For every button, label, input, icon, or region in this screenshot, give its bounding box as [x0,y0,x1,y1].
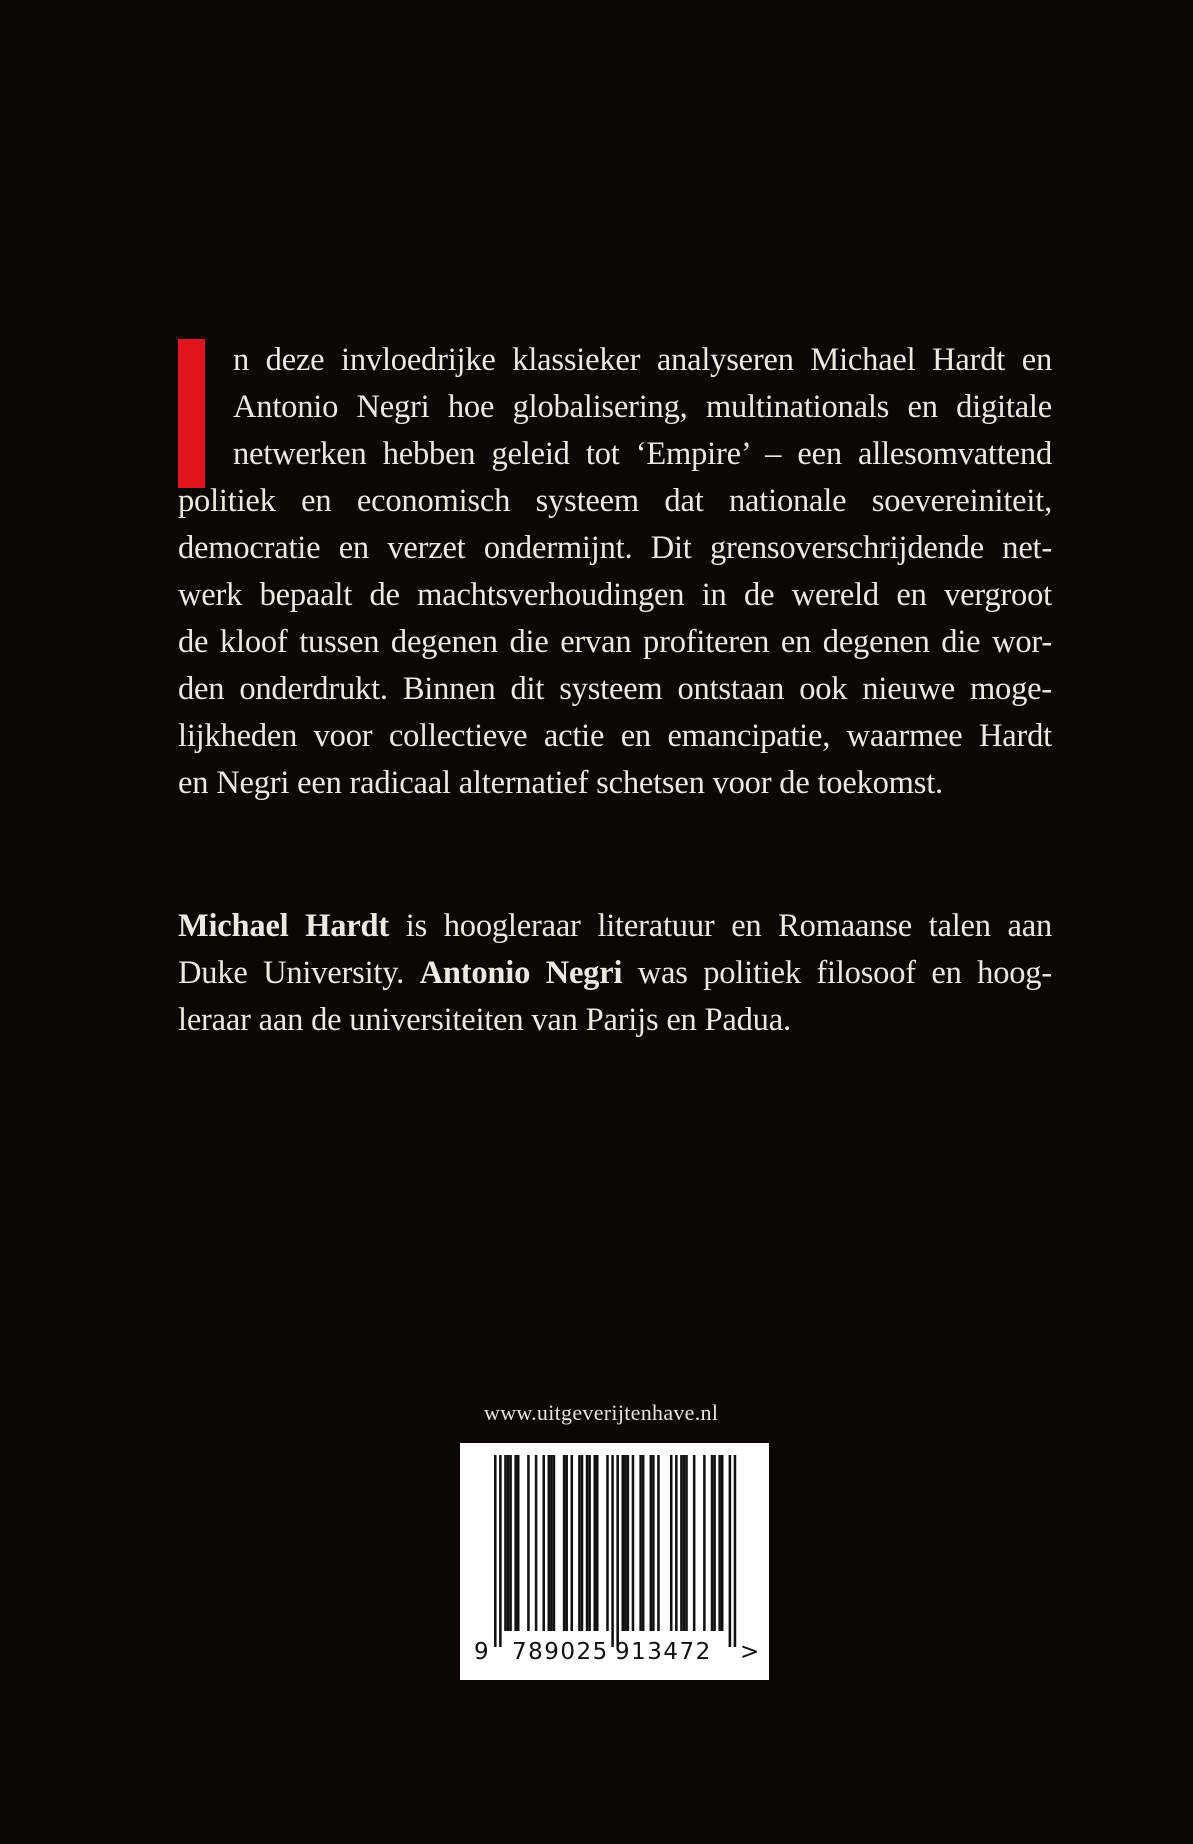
author-bio [178,903,1052,1044]
bio-line [178,950,1052,997]
bio-line: leraar aan de universiteiten van Parijs en Padua. [178,1002,791,1038]
bio-text: is hoogleraar literatuur en Romaanse talen aan [389,908,1052,944]
barcode-bar [685,1455,688,1631]
barcode-bar [509,1455,512,1631]
barcode-bar [718,1455,721,1631]
barcode-bar [652,1455,655,1631]
barcode-bar [693,1455,696,1631]
barcode-bar [624,1455,627,1631]
blurb-line: Antonio Negri hoe globalisering, multinationals en digitale [233,389,1052,425]
barcode-bar [680,1455,683,1631]
barcode-bar [588,1455,591,1631]
barcode-bar [611,1455,614,1647]
barcode-bar [675,1455,678,1631]
blurb-line: werk bepaalt de machtsverhoudingen in de wereld en vergroot [178,577,1052,613]
barcode-bar [729,1455,732,1647]
barcode-bar [627,1455,630,1631]
publisher-url[interactable]: www.uitgeverijtenhave.nl [484,1400,719,1425]
barcode-bar [571,1455,574,1631]
blurb-line: de kloof tussen degenen die ervan profiteren en degenen die wor- [178,624,1052,660]
barcode-bar [499,1455,502,1647]
barcode-bar [535,1455,538,1631]
bio-line [178,903,1052,950]
barcode-end-marker: > [740,1639,760,1665]
barcode-bar [639,1455,642,1631]
barcode-bar [514,1455,517,1631]
barcode-bar [670,1455,673,1631]
barcode-bar [507,1455,510,1631]
barcode-bar [504,1455,507,1631]
barcode-bar [703,1455,706,1631]
barcode-bar [517,1455,520,1631]
barcode-bar [650,1455,653,1631]
blurb-line: den onderdrukt. Binnen dit systeem ontstaan ook nieuwe moge- [178,671,1052,707]
barcode-bar [632,1455,635,1631]
barcode-bar [642,1455,645,1631]
blurb-line: en Negri een radicaal alternatief schetsen voor de toekomst. [178,765,943,801]
barcode-bar [711,1455,714,1631]
barcode-bar [550,1455,553,1631]
barcode-bar [494,1455,497,1647]
barcode-bar [593,1455,596,1631]
barcode-bar [657,1455,660,1631]
barcode-bar [586,1455,589,1631]
barcode-bar [581,1455,584,1631]
barcode-bar [563,1455,566,1631]
barcode-bar [721,1455,724,1631]
barcode-digit-group: 913472 [615,1639,712,1665]
barcode-bar [565,1455,568,1631]
barcode-bar [596,1455,599,1631]
barcode-bar [527,1455,530,1631]
bio-text: was politiek filosoof en hoog- [622,955,1052,991]
barcode-bar [622,1455,625,1631]
blurb-paragraph [178,337,1052,807]
barcode-bar [606,1455,609,1631]
blurb-line: democratie en verzet ondermijnt. Dit grensoverschrijdende net- [178,530,1052,566]
barcode-bar [578,1455,581,1631]
barcode-bar [734,1455,737,1647]
barcode-bar [548,1455,551,1631]
blurb-line: politiek en economisch systeem dat nationale soevereiniteit, [178,483,1052,519]
barcode-bar [542,1455,545,1631]
isbn-barcode [460,1443,769,1680]
barcode-bar [713,1455,716,1631]
author-name-negri: Antonio Negri [419,955,623,991]
barcode-bar [616,1455,619,1647]
bio-text: Duke University. [178,955,420,991]
blurb-line: n deze invloedrijke klassieker analyseren Michael Hardt en [233,342,1052,378]
barcode-bar [683,1455,686,1631]
author-name-hardt: Michael Hardt [178,908,390,944]
blurb-line: netwerken hebben geleid tot ‘Empire’ – een allesomvattend [233,436,1052,472]
barcode-bar [553,1455,556,1631]
barcode-digit-group: 789025 [512,1639,609,1665]
blurb-line: lijkheden voor collectieve actie en emancipatie, waarmee Hardt [178,718,1052,754]
barcode-lead-digit: 9 [474,1639,489,1665]
